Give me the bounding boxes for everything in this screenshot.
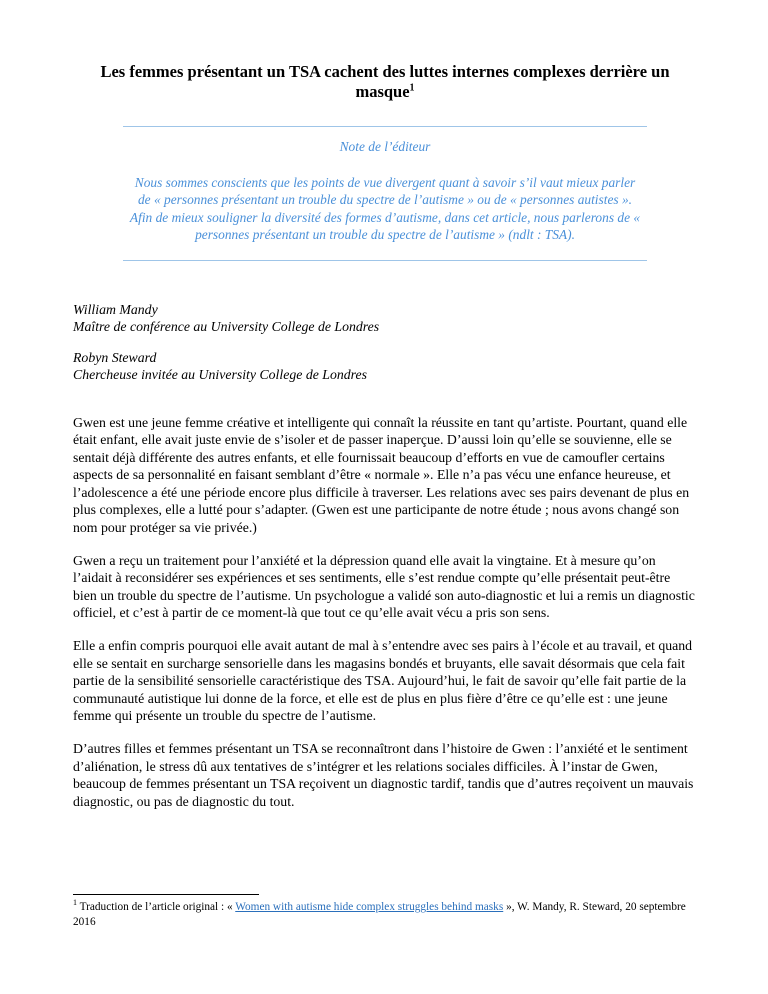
body-paragraph: D’autres filles et femmes présentant un TSA se reconnaîtront dans l’histoire de Gwen : l’anxiété et le sentiment d’aliénation, le stress dû aux tentatives de s’intégrer et les relations sociales difficiles. À l’instar de Gwen, beaucoup de femmes présentant un TSA reçoivent un diagnostic tardif, tandis que d’autres reçoivent un mauvais diagnostic, ou pas de diagnostic du tout. (73, 741, 694, 809)
body-paragraph: Gwen a reçu un traitement pour l’anxiété et la dépression quand elle avait la vingtaine. Et à mesure qu’on l’aidait à reconsidérer ses expériences et ses sentiments, elle s’est rendue compte qu’elle présentait peut-être bien un trouble du spectre de l’autisme. Un psychologue a validé son auto-diagnostic et lui a remis un diagnostic officiel, et c’est à partir de ce moment-là que tout ce qu’elle avait vécu a pris son sens. (73, 552, 695, 621)
title-footnote-ref[interactable]: 1 (409, 82, 415, 94)
article-body (73, 414, 697, 811)
body-paragraph: Elle a enfin compris pourquoi elle avait autant de mal à s’entendre avec ses pairs à l’école et au travail, et quand elle se sentait en surcharge sensorielle dans les magasins bondés et bruyants, elle savait désormais que cela fait partie de la sensibilité sensorielle caractéristique des TSA. Aujourd’hui, le fait de savoir qu’elle fait partie de la communauté autistique lui donne de la force, et elle est de plus en plus fière d’être ce qu’elle est : une jeune femme qui présente un trouble du spectre de l’autisme. (73, 638, 693, 724)
footnote-prefix: Traduction de l’article original : « (79, 901, 233, 913)
author-name: William Mandy (73, 301, 158, 317)
footnote-suffix: », W. Mandy, R. Steward, 20 septembre 2016 (73, 901, 686, 928)
editor-note-heading: Note de l’éditeur (339, 139, 431, 154)
editor-note-text: Nous sommes conscients que les points de vue divergent quant à savoir s’il vaut mieux parler de « personnes présentant un trouble du spectre de l’autisme » ou de « personnes autistes ». Afin de mieux souligner la diversité des formes d’autisme, dans cet article, nous parlerons de « personnes présentant un trouble du spectre de l’autisme » (ndlt : TSA). (129, 174, 641, 242)
author-entry (73, 301, 697, 336)
author-entry (73, 349, 697, 384)
editor-note-box (123, 126, 647, 261)
footnote (73, 900, 697, 930)
author-name: Robyn Steward (73, 349, 157, 365)
body-paragraph: Gwen est une jeune femme créative et intelligente qui connaît la réussite en tant qu’artiste. Pourtant, quand elle était enfant, elle avait juste envie de s’isoler et de passer inaperçue. D’aussi loin qu’elle se souvienne, elle se sentait déjà différente des autres enfants, et elle fournissait beaucoup d’efforts en vue de camoufler certains aspects de sa personnalité en faisant semblant d’être « normale ». Elle n’a pas vécu une enfance heureuse, et l’adolescence a été une période encore plus difficile à traverser. Les relations avec ses pairs devenant de plus en plus complexes, elle a lutté pour s’adapter. (Gwen est une participante de notre étude ; nous avons changé son nom pour protéger sa vie privée.) (73, 414, 690, 536)
footnote-source-link[interactable]: Women with autisme hide complex struggles behind masks (235, 901, 504, 913)
author-role: Maître de conférence au University College de Londres (73, 319, 380, 334)
authors-block (73, 301, 697, 384)
article-title (73, 62, 697, 102)
footnote-separator (73, 894, 259, 895)
document-page (73, 62, 697, 825)
footnote-number: 1 (73, 898, 77, 908)
article-title-text: Les femmes présentant un TSA cachent des luttes internes complexes derrière un masque (100, 62, 670, 101)
author-role: Chercheuse invitée au University College de Londres (73, 367, 368, 382)
